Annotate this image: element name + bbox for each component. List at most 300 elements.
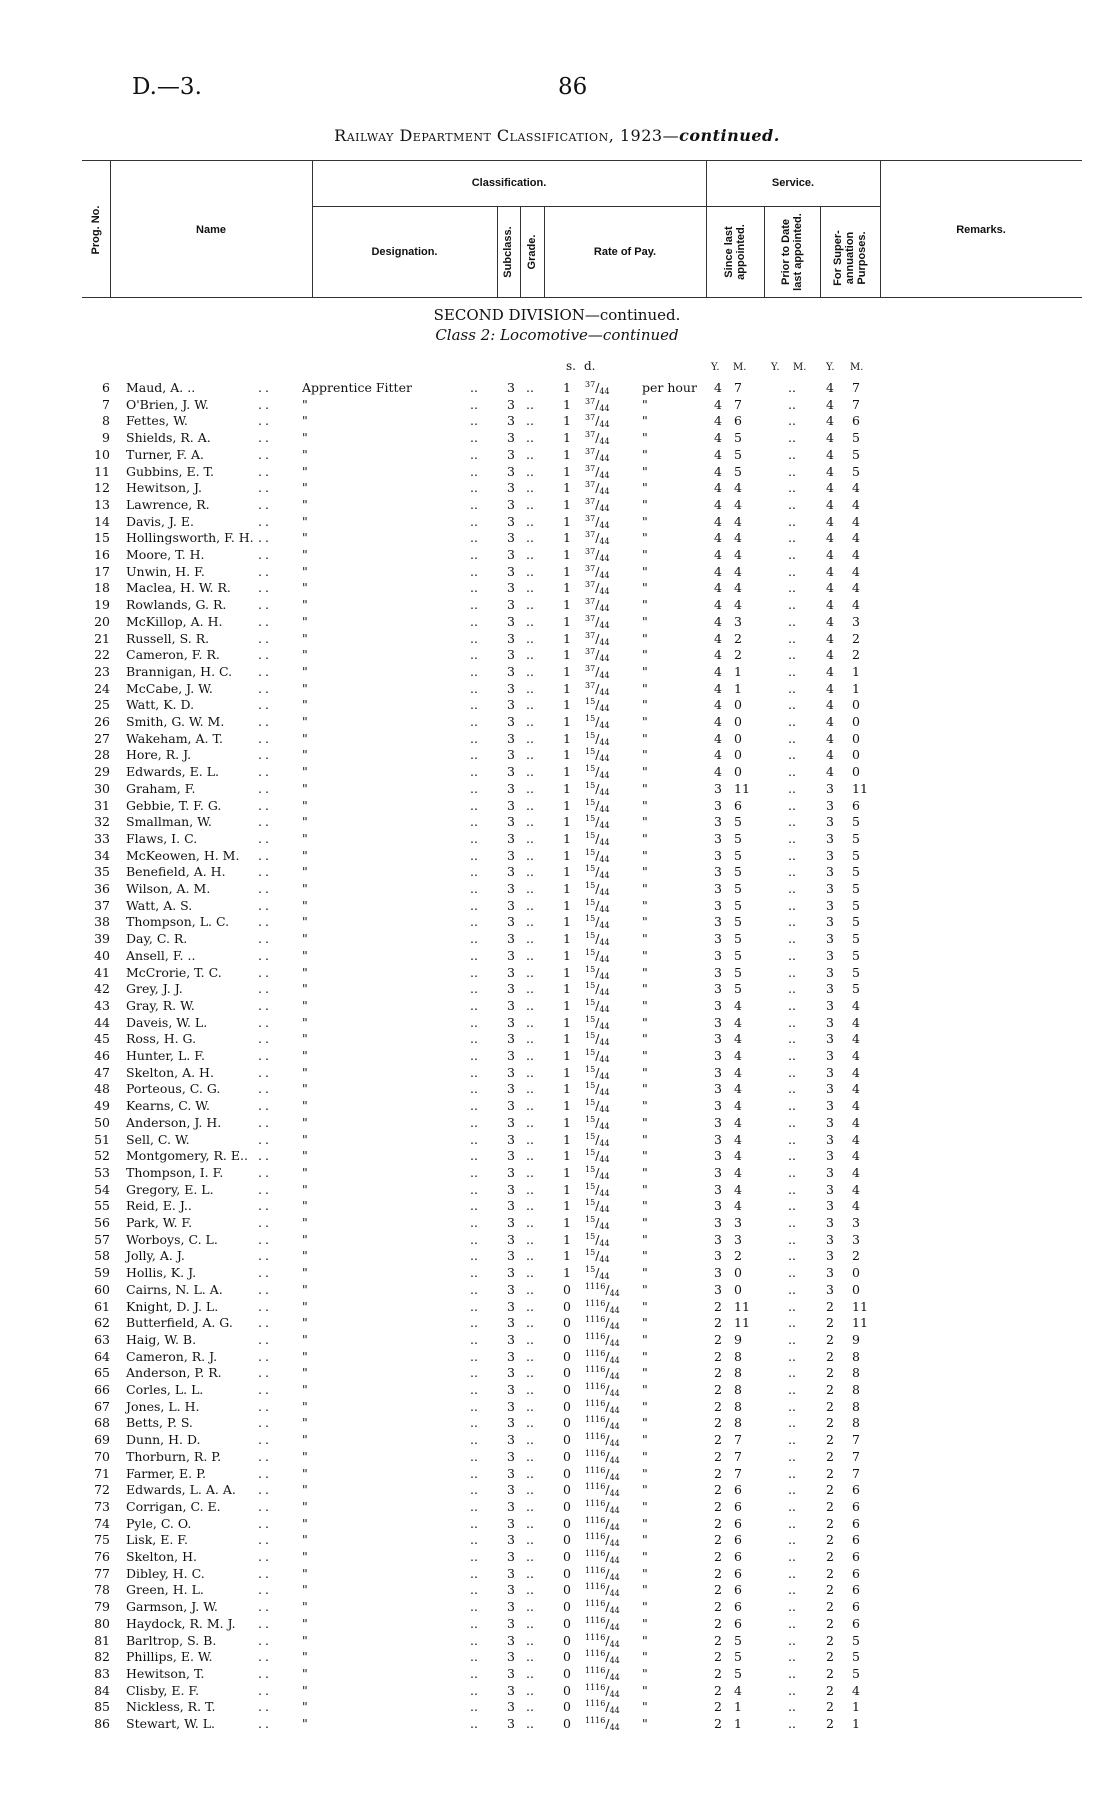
super-months: 6: [852, 1615, 860, 1631]
employee-name: Brannigan, H. C.: [126, 663, 233, 679]
super-years: 2: [826, 1415, 834, 1431]
leader-dots: ..: [258, 1382, 272, 1397]
employee-name: Montgomery, R. E..: [126, 1148, 248, 1164]
prog-no: 85: [94, 1699, 110, 1715]
pence-numerator: 37: [585, 547, 596, 556]
rate-shillings: 0: [563, 1415, 571, 1431]
pence-denominator: 44: [599, 687, 610, 697]
leader-dots: ..: [470, 830, 478, 846]
table-row: [0, 1449, 1114, 1465]
fraction-slash: /: [595, 396, 600, 412]
rate-period: ": [642, 530, 648, 546]
service-months: 6: [734, 413, 742, 429]
unit-pence: d.: [584, 359, 596, 373]
prog-no: 61: [94, 1298, 110, 1314]
table-row: [0, 1616, 1114, 1632]
rate-period: ": [642, 597, 648, 613]
service-years: 3: [714, 1164, 722, 1180]
leader-dots: ..: [526, 1064, 534, 1080]
employee-name: Clisby, E. F.: [126, 1682, 200, 1698]
service-months: 4: [734, 547, 742, 562]
super-years: 4: [826, 430, 834, 446]
table-row: [0, 530, 1114, 546]
rate-pence: [585, 1081, 610, 1097]
pence-numerator: 15: [585, 997, 596, 1007]
rate-shillings: 0: [563, 1382, 571, 1397]
leader-dots: ..: [788, 496, 796, 512]
fraction-slash: /: [605, 1665, 610, 1681]
super-years: 3: [826, 1281, 834, 1297]
pence-denominator: 44: [599, 387, 610, 396]
pence-numerator: 37: [585, 446, 596, 456]
super-months: 4: [852, 1098, 860, 1114]
pence-denominator: 44: [599, 954, 610, 964]
leader-dots: ..: [526, 1164, 534, 1180]
rate-pence: [585, 1299, 620, 1315]
rate-pence: [585, 1516, 620, 1532]
service-years: 4: [714, 730, 722, 746]
service-years: 2: [714, 1716, 722, 1731]
leader-dots: ..: [258, 780, 272, 796]
service-months: 11: [734, 1315, 750, 1331]
rate-pence: [585, 1132, 610, 1148]
service-months: 5: [734, 897, 742, 913]
rate-period: ": [642, 430, 648, 446]
rate-period: ": [642, 1348, 648, 1364]
service-months: 4: [734, 563, 742, 579]
leader-dots: ..: [258, 1315, 272, 1331]
prog-no: 28: [94, 747, 110, 763]
leader-dots: ..: [788, 413, 796, 429]
rate-pence: [585, 1282, 620, 1298]
leader-dots: ..: [526, 1098, 534, 1114]
leader-dots: ..: [470, 1131, 478, 1147]
pence-denominator: 44: [599, 1088, 610, 1098]
super-years: 2: [826, 1365, 834, 1381]
pence-denominator: 44: [599, 1021, 610, 1031]
leader-dots: ..: [526, 1331, 534, 1347]
service-years: 4: [714, 513, 722, 529]
designation: ": [302, 1582, 308, 1598]
leader-dots: ..: [788, 380, 796, 395]
super-months: 1: [852, 1699, 860, 1715]
rate-shillings: 1: [563, 580, 571, 596]
leader-dots: ..: [470, 1649, 478, 1665]
rate-shillings: 0: [563, 1498, 571, 1514]
prog-no: 47: [94, 1064, 110, 1080]
super-months: 8: [852, 1348, 860, 1364]
super-months: 11: [852, 1298, 868, 1314]
subclass: 3: [507, 597, 515, 613]
rate-shillings: 1: [563, 547, 571, 562]
leader-dots: ..: [258, 1248, 272, 1264]
leader-dots: ..: [526, 446, 534, 462]
leader-dots: ..: [258, 1632, 272, 1648]
designation: ": [302, 897, 308, 913]
pence-numerator: 15: [585, 981, 596, 991]
leader-dots: ..: [470, 964, 478, 980]
pence-numerator: 37: [585, 663, 596, 673]
leader-dots: ..: [470, 914, 478, 930]
subclass: 3: [507, 496, 515, 512]
pence-denominator: 44: [609, 1355, 620, 1365]
rate-period: ": [642, 1098, 648, 1114]
leader-dots: ..: [470, 897, 478, 913]
service-months: 1: [734, 1716, 742, 1731]
leader-dots: ..: [258, 1198, 272, 1214]
super-months: 8: [852, 1398, 860, 1414]
leader-dots: ..: [526, 764, 534, 780]
service-months: 2: [734, 630, 742, 646]
leader-dots: ..: [258, 1331, 272, 1347]
pence-numerator: 15: [585, 1014, 596, 1024]
super-months: 3: [852, 1231, 860, 1247]
table-row: [0, 1315, 1114, 1331]
leader-dots: ..: [788, 1265, 796, 1281]
subclass: 3: [507, 1615, 515, 1631]
leader-dots: ..: [788, 1448, 796, 1464]
service-years: 2: [714, 1615, 722, 1631]
rate-pence: [585, 1232, 610, 1248]
pence-numerator: 15: [585, 764, 596, 774]
fraction-slash: /: [605, 1515, 610, 1531]
designation: ": [302, 480, 308, 496]
rate-period: ": [642, 1231, 648, 1247]
table-row: [0, 1649, 1114, 1665]
super-years: 3: [826, 1031, 834, 1047]
pence-denominator: 44: [609, 1455, 620, 1465]
pence-denominator: 44: [609, 1422, 620, 1432]
pence-numerator: 37: [585, 613, 596, 623]
fraction-slash: /: [595, 1148, 600, 1164]
rate-shillings: 1: [563, 663, 571, 679]
subclass: 3: [507, 1131, 515, 1147]
leader-dots: ..: [470, 730, 478, 746]
service-years: 3: [714, 1198, 722, 1214]
leader-dots: ..: [258, 530, 272, 546]
table-row: [0, 1633, 1114, 1649]
leader-dots: ..: [526, 714, 534, 729]
pence-numerator: 15: [585, 730, 596, 740]
pence-denominator: 44: [599, 1138, 610, 1148]
service-years: 2: [714, 1348, 722, 1364]
pence-denominator: 44: [609, 1606, 620, 1616]
super-months: 4: [852, 1031, 860, 1047]
super-months: 5: [852, 931, 860, 947]
leader-dots: ..: [788, 1415, 796, 1431]
leader-dots: ..: [470, 647, 478, 663]
table-row: [0, 1516, 1114, 1532]
super-months: 6: [852, 1599, 860, 1615]
rate-shillings: 1: [563, 897, 571, 913]
subclass: 3: [507, 947, 515, 963]
leader-dots: ..: [258, 1064, 272, 1080]
service-months: 6: [734, 1565, 742, 1581]
pence-numerator: 1116: [585, 1298, 606, 1308]
super-years: 3: [826, 897, 834, 913]
table-row: [0, 631, 1114, 647]
leader-dots: ..: [526, 530, 534, 546]
leader-dots: ..: [258, 463, 272, 479]
super-years: 3: [826, 931, 834, 947]
leader-dots: ..: [526, 1181, 534, 1197]
super-years: 2: [826, 1599, 834, 1615]
rate-pence: [585, 1349, 620, 1365]
subclass: 3: [507, 747, 515, 763]
subclass: 3: [507, 897, 515, 913]
employee-name: Edwards, L. A. A.: [126, 1482, 236, 1498]
super-months: 5: [852, 1649, 860, 1665]
prog-no: 33: [94, 830, 110, 846]
super-years: 2: [826, 1398, 834, 1414]
super-months: 2: [852, 1248, 860, 1264]
prog-no: 80: [94, 1615, 110, 1631]
service-months: 4: [734, 1181, 742, 1197]
service-months: 4: [734, 1114, 742, 1130]
subclass: 3: [507, 981, 515, 997]
pence-numerator: 1116: [585, 1599, 606, 1609]
super-years: 3: [826, 881, 834, 896]
designation: ": [302, 1549, 308, 1564]
employee-name: Hewitson, J.: [126, 480, 202, 496]
service-months: 6: [734, 1482, 742, 1498]
unit-years: Y.: [826, 362, 835, 373]
rate-period: ": [642, 1365, 648, 1381]
prog-no: 14: [94, 513, 110, 529]
pence-numerator: 15: [585, 881, 596, 890]
pence-denominator: 44: [609, 1389, 620, 1398]
subclass: 3: [507, 864, 515, 880]
leader-dots: ..: [258, 1281, 272, 1297]
prog-no: 46: [94, 1048, 110, 1063]
super-months: 5: [852, 914, 860, 930]
leader-dots: ..: [526, 931, 534, 947]
pence-numerator: 15: [585, 714, 596, 723]
service-months: 2: [734, 1248, 742, 1264]
leader-dots: ..: [258, 1348, 272, 1364]
service-months: 4: [734, 1164, 742, 1180]
designation: ": [302, 597, 308, 613]
rate-shillings: 1: [563, 797, 571, 813]
leader-dots: ..: [470, 1315, 478, 1331]
super-months: 7: [852, 1448, 860, 1464]
service-years: 4: [714, 380, 722, 395]
table-row: [0, 965, 1114, 981]
employee-name: Anderson, J. H.: [126, 1114, 222, 1130]
service-months: 6: [734, 1498, 742, 1514]
table-row: [0, 614, 1114, 630]
fraction-slash: /: [605, 1348, 610, 1364]
leader-dots: ..: [526, 1599, 534, 1615]
leader-dots: ..: [788, 864, 796, 880]
service-years: 3: [714, 914, 722, 930]
leader-dots: ..: [526, 697, 534, 713]
service-months: 5: [734, 847, 742, 863]
table-row: [0, 430, 1114, 446]
super-years: 4: [826, 530, 834, 546]
leader-dots: ..: [526, 663, 534, 679]
prog-no: 12: [94, 480, 110, 496]
super-years: 3: [826, 830, 834, 846]
rate-shillings: 1: [563, 1215, 571, 1230]
designation: ": [302, 1415, 308, 1431]
designation: ": [302, 1031, 308, 1047]
leader-dots: ..: [526, 1398, 534, 1414]
super-years: 2: [826, 1716, 834, 1731]
designation: ": [302, 1398, 308, 1414]
leader-dots: ..: [258, 981, 272, 997]
service-months: 11: [734, 780, 750, 796]
rate-pence: [585, 1215, 610, 1231]
designation: ": [302, 1331, 308, 1347]
designation: ": [302, 1448, 308, 1464]
rate-pence: [585, 864, 610, 880]
fraction-slash: /: [595, 663, 600, 679]
fraction-slash: /: [605, 1615, 610, 1631]
rate-period: ": [642, 914, 648, 930]
leader-dots: ..: [258, 1131, 272, 1147]
rate-shillings: 1: [563, 1098, 571, 1114]
rate-shillings: 0: [563, 1331, 571, 1347]
rate-period: ": [642, 847, 648, 863]
rate-pence: [585, 430, 610, 446]
subclass: 3: [507, 1098, 515, 1114]
service-months: 9: [734, 1331, 742, 1347]
leader-dots: ..: [526, 1131, 534, 1147]
rate-pence: [585, 1265, 610, 1281]
leader-dots: ..: [526, 563, 534, 579]
leader-dots: ..: [526, 1532, 534, 1548]
employee-name: Nickless, R. T.: [126, 1699, 216, 1715]
prog-no: 35: [94, 864, 110, 880]
employee-name: Porteous, C. G.: [126, 1081, 221, 1097]
designation: ": [302, 1382, 308, 1397]
leader-dots: ..: [526, 1382, 534, 1397]
employee-name: Corrigan, C. E.: [126, 1498, 221, 1514]
service-months: 8: [734, 1348, 742, 1364]
service-months: 4: [734, 1131, 742, 1147]
employee-name: Watt, A. S.: [126, 897, 193, 913]
rate-pence: [585, 1065, 610, 1081]
leader-dots: ..: [526, 847, 534, 863]
subclass: 3: [507, 1699, 515, 1715]
col-rule: [764, 206, 765, 297]
service-months: 5: [734, 830, 742, 846]
leader-dots: ..: [788, 530, 796, 546]
leader-dots: ..: [258, 1181, 272, 1197]
service-years: 2: [714, 1515, 722, 1531]
super-months: 1: [852, 1716, 860, 1731]
subclass: 3: [507, 964, 515, 980]
leader-dots: ..: [470, 530, 478, 546]
rate-period: ": [642, 1532, 648, 1548]
service-months: 0: [734, 697, 742, 713]
super-months: 5: [852, 947, 860, 963]
rate-shillings: 0: [563, 1549, 571, 1564]
leader-dots: ..: [526, 513, 534, 529]
leader-dots: ..: [526, 1682, 534, 1698]
rate-pence: [585, 497, 610, 513]
rate-period: ": [642, 730, 648, 746]
pence-denominator: 44: [609, 1472, 620, 1482]
leader-dots: ..: [470, 1515, 478, 1531]
fraction-slash: /: [595, 630, 600, 646]
leader-dots: ..: [470, 1031, 478, 1047]
leader-dots: ..: [258, 1048, 272, 1063]
rate-shillings: 0: [563, 1615, 571, 1631]
employee-name: Moore, T. H.: [126, 547, 205, 562]
prog-no: 20: [94, 613, 110, 629]
service-years: 4: [714, 480, 722, 496]
unit-years: Y.: [771, 362, 780, 373]
designation: ": [302, 1098, 308, 1114]
service-months: 0: [734, 714, 742, 729]
leader-dots: ..: [788, 964, 796, 980]
rate-pence: [585, 397, 610, 413]
designation: ": [302, 1298, 308, 1314]
rate-shillings: 1: [563, 964, 571, 980]
rate-pence: [585, 848, 610, 864]
employee-name: Gebbie, T. F. G.: [126, 797, 222, 813]
service-months: 8: [734, 1398, 742, 1414]
service-months: 5: [734, 463, 742, 479]
service-years: 3: [714, 997, 722, 1013]
pence-denominator: 44: [599, 837, 610, 847]
table-row: [0, 1148, 1114, 1164]
leader-dots: ..: [526, 1515, 534, 1531]
leader-dots: ..: [470, 1098, 478, 1114]
leader-dots: ..: [258, 1599, 272, 1615]
leader-dots: ..: [470, 1081, 478, 1097]
leader-dots: ..: [788, 1382, 796, 1397]
subclass: 3: [507, 914, 515, 930]
pence-denominator: 44: [599, 1222, 610, 1231]
pence-numerator: 37: [585, 530, 596, 540]
leader-dots: ..: [788, 513, 796, 529]
rate-pence: [585, 1549, 620, 1565]
fraction-slash: /: [595, 530, 600, 546]
fraction-slash: /: [595, 1164, 600, 1180]
service-months: 4: [734, 1682, 742, 1698]
page-number: 86: [558, 74, 588, 100]
pence-numerator: 37: [585, 380, 596, 389]
super-years: 4: [826, 714, 834, 729]
employee-name: Haig, W. B.: [126, 1331, 197, 1347]
leader-dots: ..: [526, 830, 534, 846]
super-months: 0: [852, 730, 860, 746]
service-years: 4: [714, 647, 722, 663]
prog-no: 37: [94, 897, 110, 913]
designation: ": [302, 430, 308, 446]
leader-dots: ..: [258, 947, 272, 963]
rate-period: ": [642, 547, 648, 562]
leader-dots: ..: [470, 1114, 478, 1130]
service-years: 3: [714, 1031, 722, 1047]
service-years: 3: [714, 981, 722, 997]
subclass: 3: [507, 430, 515, 446]
service-months: 5: [734, 981, 742, 997]
leader-dots: ..: [258, 830, 272, 846]
rate-period: ": [642, 964, 648, 980]
designation: ": [302, 1014, 308, 1030]
leader-dots: ..: [258, 730, 272, 746]
rate-period: ": [642, 1298, 648, 1314]
leader-dots: ..: [470, 981, 478, 997]
super-years: 3: [826, 1231, 834, 1247]
rate-period: ": [642, 1315, 648, 1331]
prog-no: 23: [94, 663, 110, 679]
fraction-slash: /: [595, 430, 600, 446]
